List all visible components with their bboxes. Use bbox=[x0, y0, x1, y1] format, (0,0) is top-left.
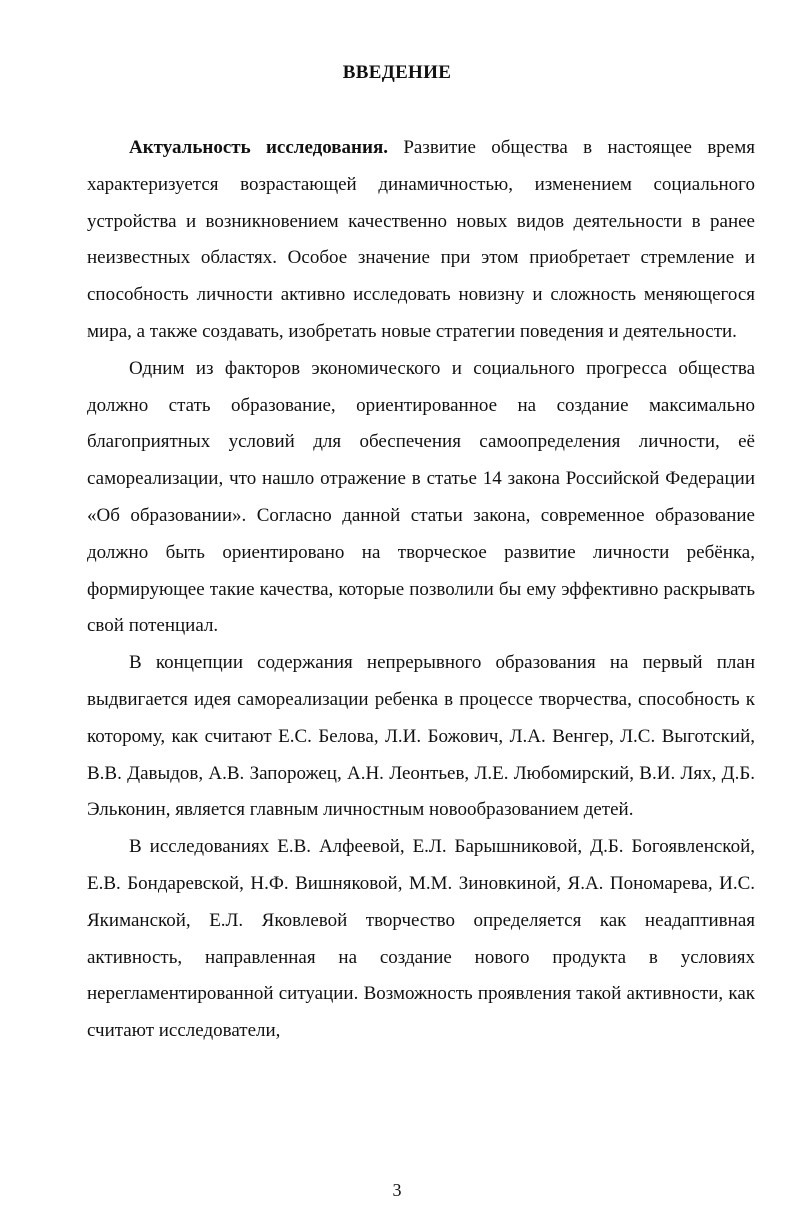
paragraph-education-factor: Одним из факторов экономического и социального прогресса общества должно стать образование, ориентированное на создание максимально благоприятных условий для обеспечения самоопределения личности, её самореализации, что нашло отражение в статье 14 закона Российской Федерации «Об образовании». Согласно данной статьи закона, современное образование должно быть ориентировано на творческое развитие личности ребёнка, формирующее такие качества, которые позволили бы ему эффективно раскрывать свой потенциал. bbox=[87, 357, 755, 637]
page-title: ВВЕДЕНИЕ bbox=[342, 62, 452, 83]
paragraph-research: В исследованиях Е.В. Алфеевой, Е.Л. Барышниковой, Д.Б. Богоявленской, Е.В. Бондаревской, Н.Ф. Вишняковой, М.М. Зиновкиной, Я.А. Пономарева, И.С. Якиманской, Е.Л. Яковлевой творчество определяется как неадаптивная активность, направленная на создание нового продукта в условиях нерегламентированной ситуации. Возможность проявления такой активности, как считают исследователи, bbox=[87, 836, 755, 1042]
page-number: 3 bbox=[392, 1180, 402, 1200]
paragraph-lead: Актуальность исследования. bbox=[129, 137, 388, 158]
paragraph-relevance bbox=[87, 130, 755, 351]
paragraph-text: Развитие общества в настоящее время характеризуется возрастающей динамичностью, изменением социального устройства и возникновением качественно новых видов деятельности в ранее неизвестных областях. Особое значение при этом приобретает стремление и способность личности активно исследовать новизну и сложность меняющегося мира, а также создавать, изобретать новые стратегии поведения и деятельности. bbox=[87, 137, 755, 342]
paragraph-continuous-education: В концепции содержания непрерывного образования на первый план выдвигается идея самореализации ребенка в процессе творчества, способность к которому, как считают Е.С. Белова, Л.И. Божович, Л.А. Венгер, Л.С. Выготский, В.В. Давыдов, А.В. Запорожец, А.Н. Леонтьев, Л.Е. Любомирский, В.И. Лях, Д.Б. Эльконин, является главным личностным новообразованием детей. bbox=[87, 652, 755, 821]
document-body bbox=[87, 130, 755, 1050]
